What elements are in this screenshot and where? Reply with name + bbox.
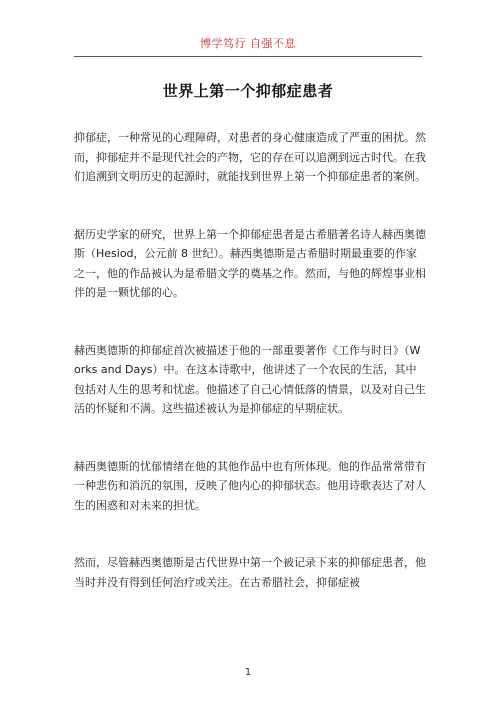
paragraph-2: 据历史学家的研究，世界上第一个抑郁症患者是古希腊著名诗人赫西奥德斯（Hesiod，公元前 8 世纪）。赫西奥德斯是古希腊时期最重要的作家之一，他的作品被认为是希腊文学的奠基之作。然而，与他的辉煌事业相伴的是一颗忧郁的心。 (74, 227, 426, 299)
document-body (74, 128, 426, 630)
document-title: 世界上第一个抑郁症患者 (162, 82, 334, 100)
paragraph-5: 然而，尽管赫西奥德斯是古代世界中第一个被记录下来的抑郁症患者，他当时并没有得到任何治疗或关注。在古希腊社会，抑郁症被 (74, 556, 426, 589)
header-motto: 博学笃行 自强不息 (200, 37, 296, 50)
paragraph-3: 赫西奥德斯的抑郁症首次被描述于他的一部重要著作《工作与时日》（Works and Days）中。在这本诗歌中，他讲述了一个农民的生活，其中包括对人生的思考和忧虑。他描述了自己心情低落的情景，以及对自己生活的怀疑和不满。这些描述被认为是抑郁症的早期症状。 (74, 343, 426, 415)
page-number: 1 (244, 667, 252, 678)
header-divider (74, 56, 422, 57)
paragraph-4: 赫西奥德斯的忧郁情绪在他的其他作品中也有所体现。他的作品常常带有一种悲伤和消沉的氛围，反映了他内心的抑郁状态。他用诗歌表达了对人生的困惑和对未来的担忧。 (74, 459, 426, 512)
paragraph-1: 抑郁症，一种常见的心理障碍，对患者的身心健康造成了严重的困扰。然而，抑郁症并不是现代社会的产物，它的存在可以追溯到远古时代。在我们追溯到文明历史的起源时，就能找到世界上第一个抑郁症患者的案例。 (74, 131, 426, 183)
